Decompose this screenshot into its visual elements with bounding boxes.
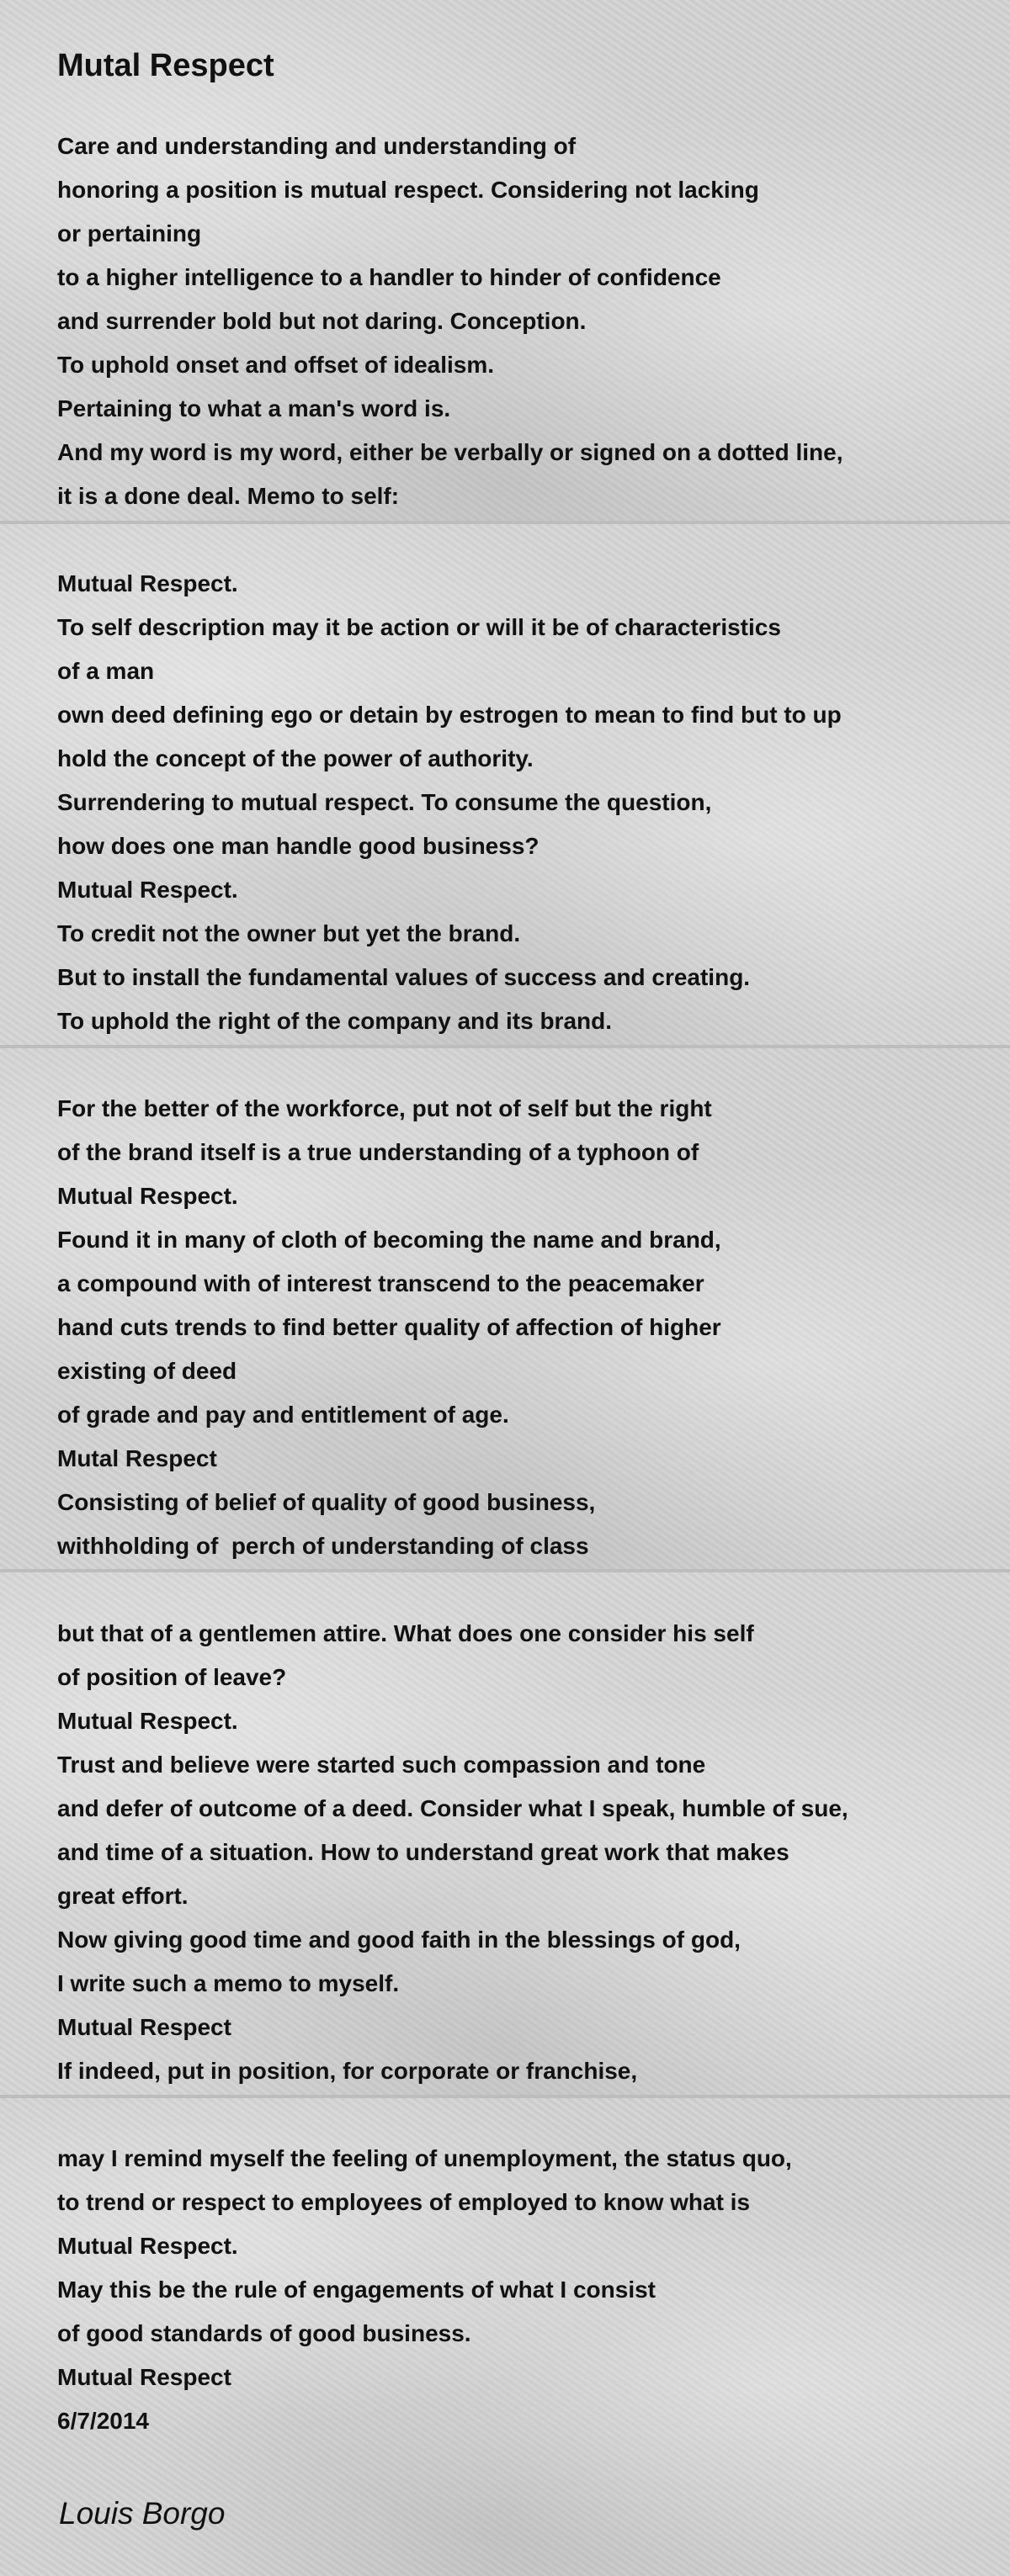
poem-title: Mutal Respect [57,48,274,83]
poem-stanza [57,1087,1000,1568]
poem-line: Consisting of belief of quality of good business, [57,1489,596,1515]
poem-line: and surrender bold but not daring. Conception. [57,308,587,334]
poem-line: Mutual Respect [57,2364,231,2390]
poem-line: own deed defining ego or detain by estrogen to mean to find but to up [57,702,842,728]
poem-line: Mutual Respect. [57,1183,238,1209]
poem-line: honoring a position is mutual respect. Considering not lacking [57,177,759,203]
poem-line: 6/7/2014 [57,2408,149,2434]
poem-line: Surrendering to mutual respect. To consume the question, [57,789,712,815]
poem-line: Mutual Respect. [57,1708,238,1734]
poem-line: of good standards of good business. [57,2320,471,2346]
poem-line: of position of leave? [57,1664,287,1690]
poem-line: Care and understanding and understanding of [57,133,577,159]
poem-line: For the better of the workforce, put not of self but the right [57,1095,712,1121]
poem-line: of the brand itself is a true understanding of a typhoon of [57,1139,699,1165]
poem-author: Louis Borgo [59,2496,226,2531]
poem-line: may I remind myself the feeling of unemployment, the status quo, [57,2145,792,2171]
poem-line: If indeed, put in position, for corporate or franchise, [57,2058,638,2084]
poem-line: existing of deed [57,1358,237,1384]
poem-line: of grade and pay and entitlement of age. [57,1402,509,1428]
poem-line: to trend or respect to employees of employed to know what is [57,2189,751,2215]
poem-line: Pertaining to what a man's word is. [57,395,451,421]
poem-line: and time of a situation. How to understand great work that makes [57,1839,789,1865]
poem-line: how does one man handle good business? [57,833,540,859]
poem-line: To self description may it be action or will it be of characteristics [57,614,781,640]
poem-body [57,125,1000,2487]
poem-line: I write such a memo to myself. [57,1970,400,1996]
poem-line: Mutual Respect. [57,877,238,903]
poem-line: Mutual Respect [57,2014,231,2040]
poem-line: a compound with of interest transcend to the peacemaker [57,1270,704,1296]
poem-line: But to install the fundamental values of success and creating. [57,964,751,990]
poem-line: Found it in many of cloth of becoming the name and brand, [57,1227,721,1253]
poem-line: hold the concept of the power of authority. [57,745,534,771]
poem-stanza [57,562,1000,1043]
poem-line: withholding of perch of understanding of class [57,1533,589,1559]
poem-line: but that of a gentlemen attire. What does one consider his self [57,1620,754,1646]
poem-stanza [57,2137,1000,2443]
poem-line: to a higher intelligence to a handler to hinder of confidence [57,264,721,290]
poem-line: And my word is my word, either be verbally or signed on a dotted line, [57,439,843,465]
poem-line: or pertaining [57,220,202,246]
poem-line: of a man [57,658,155,684]
poem-line: Mutual Respect. [57,2233,238,2259]
poem-stanza [57,125,1000,518]
poem-line: it is a done deal. Memo to self: [57,483,400,509]
poem-line: Now giving good time and good faith in the blessings of god, [57,1927,741,1953]
poem-line: hand cuts trends to find better quality of affection of higher [57,1314,721,1340]
poem-line: and defer of outcome of a deed. Consider what I speak, humble of sue, [57,1795,848,1821]
poem-line: To uphold the right of the company and its brand. [57,1008,613,1034]
poem-line: Mutual Respect. [57,570,238,596]
poem-line: To uphold onset and offset of idealism. [57,352,495,378]
poem-line: Mutal Respect [57,1445,217,1471]
poem-stanza [57,1612,1000,2093]
poem-line: To credit not the owner but yet the brand. [57,920,521,946]
poem-line: great effort. [57,1883,189,1909]
poem-line: May this be the rule of engagements of what I consist [57,2277,656,2303]
poem-line: Trust and believe were started such compassion and tone [57,1752,706,1778]
